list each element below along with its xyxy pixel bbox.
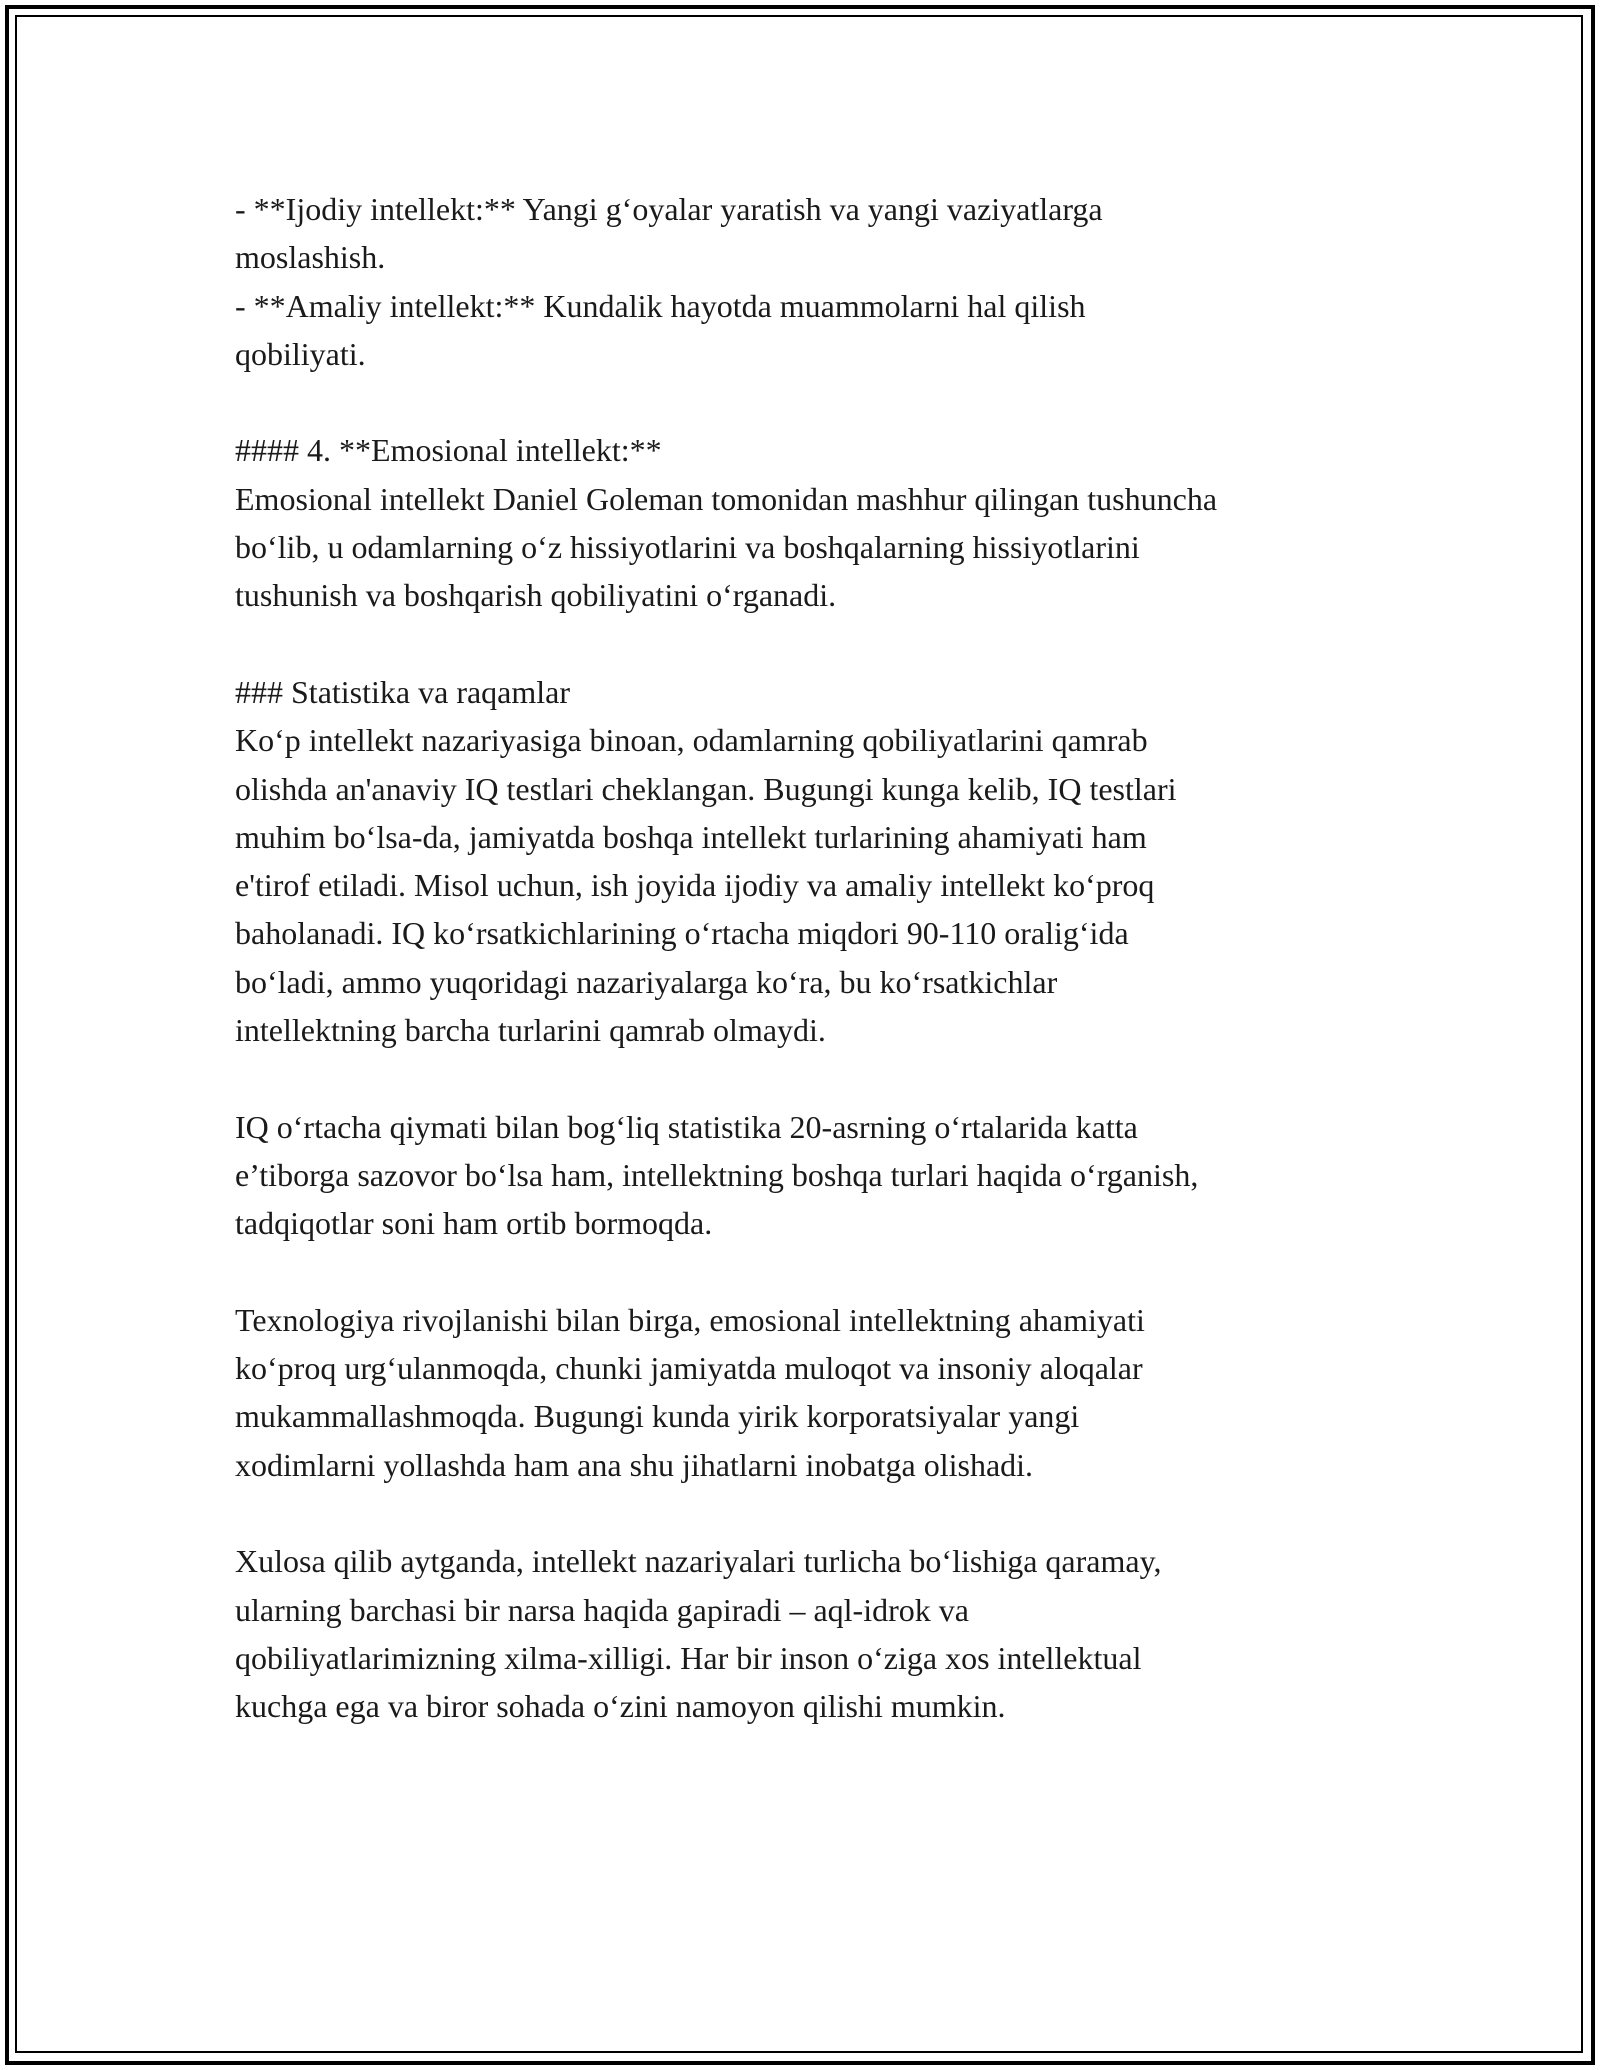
text-line: Texnologiya rivojlanishi bilan birga, emosional intellektning ahamiyati xyxy=(235,1301,1145,1338)
text-line: baholanadi. IQ ko‘rsatkichlarining o‘rtacha miqdori 90-110 oralig‘ida xyxy=(235,915,1129,952)
text-line: mukammallashmoqda. Bugungi kunda yirik korporatsiyalar yangi xyxy=(235,1398,1080,1435)
text-line: Emosional intellekt Daniel Goleman tomonidan mashhur qilingan tushuncha xyxy=(235,480,1218,517)
text-line: ularning barchasi bir narsa haqida gapiradi – aql-idrok va xyxy=(235,1591,969,1628)
paragraph-block xyxy=(235,1103,1385,1248)
text-line: olishda an'anaviy IQ testlari cheklangan. Bugungi kunga kelib, IQ testlari xyxy=(235,770,1177,807)
text-line: - **Amaliy intellekt:** Kundalik hayotda muammolarni hal qilish xyxy=(235,287,1086,324)
text-line: e’tiborga sazovor bo‘lsa ham, intellektning boshqa turlari haqida o‘rganish, xyxy=(235,1156,1199,1193)
text-line: moslashish. xyxy=(235,239,386,276)
paragraph-block xyxy=(235,185,1385,378)
text-line: qobiliyatlarimizning xilma-xilligi. Har bir inson o‘ziga xos intellektual xyxy=(235,1639,1142,1676)
text-line: qobiliyati. xyxy=(235,335,366,372)
paragraph-block xyxy=(235,1537,1385,1730)
text-line: bo‘lib, u odamlarning o‘z hissiyotlarini va boshqalarning hissiyotlarini xyxy=(235,529,1140,566)
text-line: Ko‘p intellekt nazariyasiga binoan, odamlarning qobiliyatlarini qamrab xyxy=(235,722,1148,759)
text-line: Xulosa qilib aytganda, intellekt nazariyalari turlicha bo‘lishiga qaramay, xyxy=(235,1543,1162,1580)
paragraph-block xyxy=(235,1296,1385,1489)
text-line: e'tirof etiladi. Misol uchun, ish joyida ijodiy va amaliy intellekt ko‘proq xyxy=(235,867,1155,904)
document-body xyxy=(235,185,1385,1731)
text-line: kuchga ega va biror sohada o‘zini namoyon qilishi mumkin. xyxy=(235,1688,1006,1725)
text-line: intellektning barcha turlarini qamrab olmaydi. xyxy=(235,1012,826,1049)
text-line: tushunish va boshqarish qobiliyatini o‘rganadi. xyxy=(235,577,837,614)
text-line: - **Ijodiy intellekt:** Yangi g‘oyalar yaratish va yangi vaziyatlarga xyxy=(235,191,1103,227)
text-line: xodimlarni yollashda ham ana shu jihatlarni inobatga olishadi. xyxy=(235,1446,1034,1483)
paragraph-block xyxy=(235,668,1385,1054)
text-line: #### 4. **Emosional intellekt:** xyxy=(235,432,662,469)
text-line: tadqiqotlar soni ham ortib bormoqda. xyxy=(235,1205,713,1242)
paragraph-block xyxy=(235,426,1385,619)
text-line: muhim bo‘lsa-da, jamiyatda boshqa intellekt turlarining ahamiyati ham xyxy=(235,818,1147,855)
text-line: bo‘ladi, ammo yuqoridagi nazariyalarga ko‘ra, bu ko‘rsatkichlar xyxy=(235,963,1058,1000)
text-line: ko‘proq urg‘ulanmoqda, chunki jamiyatda muloqot va insoniy aloqalar xyxy=(235,1350,1143,1387)
text-line: IQ o‘rtacha qiymati bilan bog‘liq statistika 20-asrning o‘rtalarida katta xyxy=(235,1108,1138,1145)
text-line: ### Statistika va raqamlar xyxy=(235,673,571,710)
